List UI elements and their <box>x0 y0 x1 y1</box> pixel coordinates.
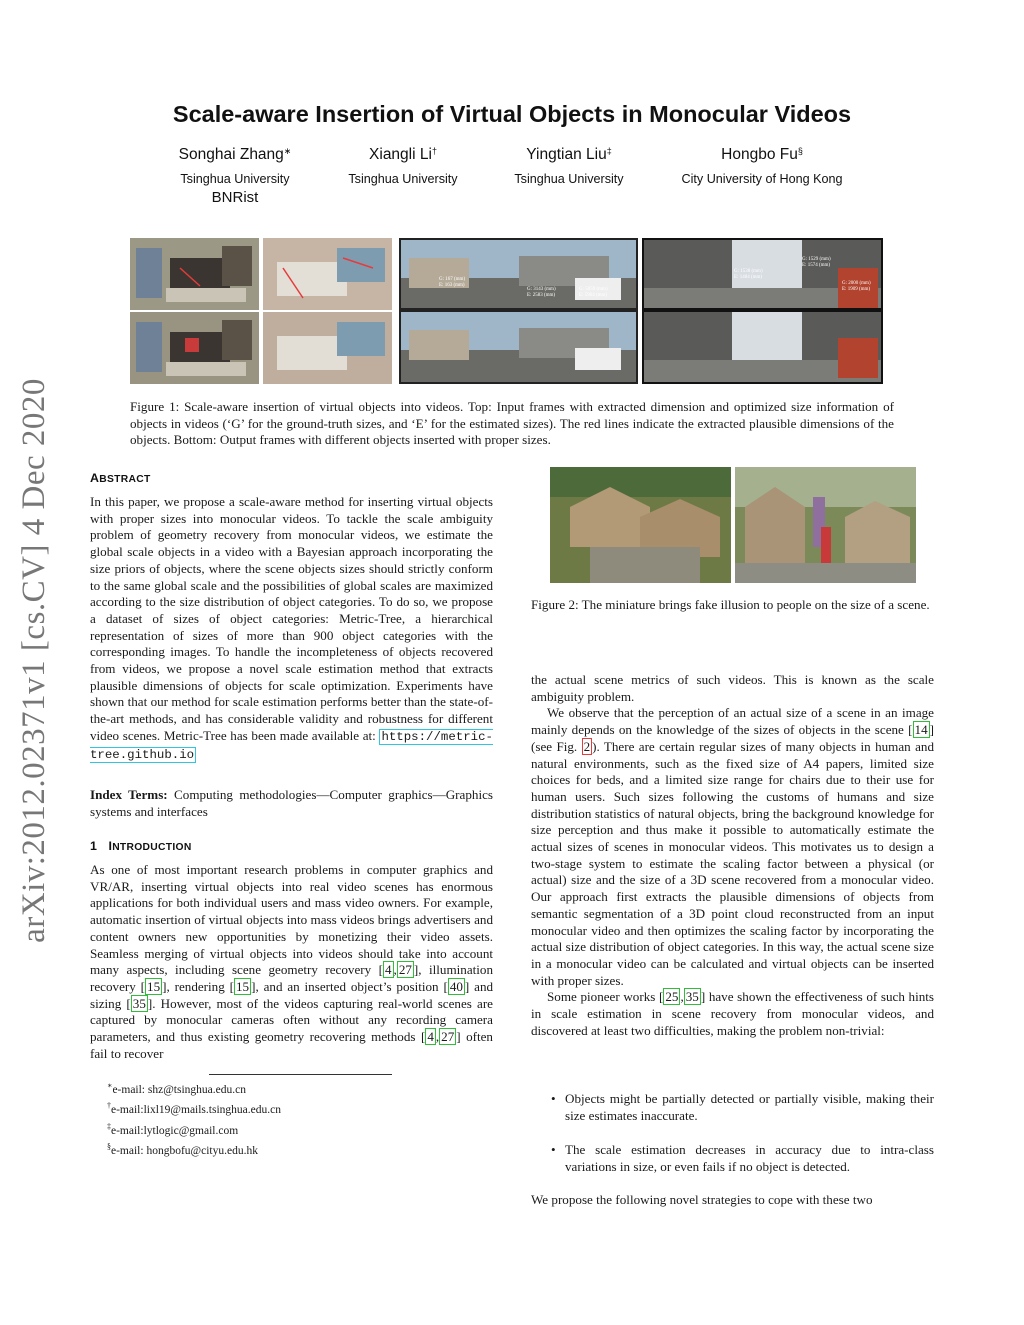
author-mark: ‡ <box>606 146 612 156</box>
footnote-email: e-mail:lytlogic@gmail.com <box>111 1124 239 1137</box>
index-terms-text: Computing methodologies—Computer graphics—Graphics systems and interfaces <box>90 787 493 819</box>
intro-text: , illumination recovery <box>90 962 494 994</box>
introduction-heading <box>90 839 192 853</box>
footnote-mark: § <box>107 1142 111 1152</box>
body-text: ). There are certain regular sizes of many objects in human and natural environments, such as the fixed size of A4 papers, limited size choices for beds, and a limited size range for chairs due to their use for human users. Such sizes following the customs of humans and size distribution statistics of natural objects, bring the background knowledge for size perception and thus make it possible to automatically estimate the actual sizes of scenes in monocular videos. This motivates us to design a two-stage system to estimate the scaling factor between a physical (or actual) size and the size of a 3D scene recovered from a monocular video. Our approach first extracts the plausible dimensions of objects from semantic segmentation of a 3D point cloud reconstructed from an input monocular video and then optimizes the scaling factor by incorporating the actual size distribution of object categories. In this way, the actual scene size in a monocular video can be calculated and virtual objects can be inserted with proper sizes. <box>531 738 934 988</box>
section-number: 1 <box>90 839 98 853</box>
body-text: Some pioneer works <box>547 989 656 1005</box>
body-text: (see Fig. <box>531 738 578 754</box>
footnote <box>107 1139 407 1159</box>
bullet-text: The scale estimation decreases in accuracy due to intra-class variations in size, or even fails if no object is detected. <box>565 1142 934 1174</box>
closing-paragraph: We propose the following novel strategies to cope with these two <box>531 1192 873 1207</box>
paragraph: the actual scene metrics of such videos. This is known as the scale ambiguity problem. <box>531 672 934 704</box>
citation-link[interactable]: 27 <box>398 962 412 978</box>
footnote <box>107 1119 407 1139</box>
arxiv-sidebar-stamp <box>6 360 62 960</box>
footnote-rule <box>209 1074 392 1075</box>
author-mark: § <box>797 146 803 156</box>
citation-link[interactable]: 15 <box>236 978 250 994</box>
figure1-annotation: E: 1574 (mm) <box>802 263 831 268</box>
abstract-body <box>90 494 493 763</box>
citation-link[interactable]: 27 <box>441 1029 455 1045</box>
intro-text: and sizing <box>90 978 494 1011</box>
intro-text: often fail to recover <box>90 1029 493 1061</box>
citation-link[interactable]: 15 <box>147 978 161 994</box>
figure1-annotation: G: 167 (mm) <box>439 277 466 282</box>
footnote-mark: † <box>107 1101 111 1111</box>
arxiv-id: arXiv:2012.02371v1 [cs.CV] 4 Dec 2020 <box>15 377 52 943</box>
intro-text: As one of most important research problems in computer graphics and VR/AR, inserting virtual objects into real video scenes has enormous applications for both individual users and mass video owners. For example, automatic insertion of virtual objects into mass videos brings advertisers and content owners new opportunities by monetizing their video assets. Seamless merging of virtual objects into videos should take into account many aspects, including scene geometry recovery <box>90 862 493 978</box>
footnotes <box>107 1078 407 1160</box>
intro-text: . However, most of the videos capturing real-world scenes are captured by monocular cameras often without any recording camera parameters, and thus existing geometry recovering methods <box>90 995 493 1045</box>
figure1-annotation: E: 2583 (mm) <box>527 293 556 298</box>
figure-reference-link[interactable]: 2 <box>583 738 591 754</box>
introduction-paragraph: As one of most important research problems in computer graphics and VR/AR, inserting virtual objects into real video scenes has enormous applications for both individual users and mass video owners. For example, automatic insertion of virtual objects into mass videos brings advertisers and content owners new opportunities by monetizing their video assets. Seamless merging of virtual objects into videos should take into account many aspects, including scene geometry recovery [ 4 , 27 ], illumination recovery [ 15 ], rendering [ 15 ], and an inserted object’s position [ 40 ] and sizing [ 35 ]. However, most of the videos capturing real-world scenes are captured by monocular cameras often without any recording camera parameters, and thus existing geometry recovering methods [ 4 , 27 ] often fail to recover <box>90 862 494 1061</box>
bullet-dot: • <box>551 1091 556 1106</box>
footnote-email: e-mail:lixl19@mails.tsinghua.edu.cn <box>111 1104 281 1117</box>
author-affiliation: Tsinghua University <box>348 172 458 186</box>
figure1-annotation: E: 1909 (mm) <box>842 287 871 292</box>
intro-text: , and an inserted object’s position <box>255 978 439 994</box>
right-column-body <box>531 672 934 1039</box>
figure1-annotation: G: 1529 (mm) <box>802 257 831 262</box>
bullet-item <box>551 1142 934 1175</box>
bullet-item <box>551 1091 934 1124</box>
author-affiliation: City University of Hong Kong <box>681 172 843 186</box>
body-text: have shown the effectiveness of such hints in scale estimation in scene recovery from monocular videos, and discovered at least two difficulties, making the problem non-trivial: <box>531 989 934 1038</box>
bullet-text: Objects might be partially detected or partially visible, making their size estimates inaccurate. <box>565 1091 934 1123</box>
author-affiliation-2: BNRist <box>211 189 259 206</box>
intro-heading-rest: NTRODUCTION <box>112 842 192 853</box>
figure1-annotation: E: 1484 (mm) <box>734 275 763 280</box>
figure1-annotation: G: 3143 (mm) <box>527 287 556 292</box>
figure1-city-photo <box>642 238 883 384</box>
footnote-email: e-mail: shz@tsinghua.edu.cn <box>112 1083 246 1096</box>
author-block-1 <box>160 146 310 208</box>
citation-link[interactable]: 25 <box>665 989 679 1005</box>
figure1-table-photo <box>263 238 392 384</box>
citation-link[interactable]: 14 <box>914 722 928 738</box>
metric-tree-link[interactable]: https://metric-tree.github.io <box>90 729 493 762</box>
figure1-annotation: G: 5059 (mm) <box>579 287 608 292</box>
footnote-email: e-mail: hongbofu@cityu.edu.hk <box>111 1145 258 1158</box>
figure1-annotation: G: 2000 (mm) <box>842 281 871 286</box>
figure1-annotation: G: 1538 (mm) <box>734 269 763 274</box>
footnote-mark: ‡ <box>107 1121 111 1131</box>
footnote-mark: ∗ <box>107 1081 113 1090</box>
author-affiliation: Tsinghua University <box>514 172 624 186</box>
body-text: We observe that the perception of an actual size of a scene in an image mainly depends on the knowledge of the sizes of objects in the scene <box>531 705 934 738</box>
footnote <box>107 1078 407 1098</box>
paper-title: Scale-aware Insertion of Virtual Objects in Monocular Videos <box>172 101 852 127</box>
figure1-annotation: E: 163 (mm) <box>439 283 465 288</box>
author-name: Songhai Zhang <box>178 146 284 163</box>
figure1-street-photo <box>399 238 638 384</box>
citation-link[interactable]: 4 <box>427 1029 434 1045</box>
author-name: Xiangli Li <box>369 146 432 163</box>
citation-link[interactable]: 35 <box>685 989 699 1005</box>
figure1-caption: Figure 1: Scale-aware insertion of virtual objects into videos. Top: Input frames with extracted dimension and optimized size information of objects in videos (‘G’ for the ground-truth sizes, and ‘E’ for the estimated sizes). The red lines indicate the extracted plausible dimensions of the objects. Bottom: Output frames with different objects inserted with proper sizes. <box>130 399 894 448</box>
paragraph: Some pioneer works [ 25 , 35 ] have shown the effectiveness of such hints in scale estimation in scene recovery from monocular videos, and discovered at least two difficulties, making the problem non-trivial: <box>531 989 934 1038</box>
abstract-heading-initial: A <box>90 471 100 485</box>
author-name: Yingtian Liu <box>526 146 607 163</box>
citation-link[interactable]: 40 <box>449 978 463 994</box>
author-block-2 <box>328 146 478 188</box>
intro-text: , rendering <box>166 978 225 994</box>
author-mark: † <box>431 146 437 156</box>
bullet-dot: • <box>551 1142 556 1157</box>
figure1-desk-photo <box>130 238 259 384</box>
author-mark: ∗ <box>283 146 292 156</box>
figure2-miniature-village-photo <box>550 467 731 583</box>
abstract-heading-rest: BSTRACT <box>99 474 151 485</box>
paragraph: We observe that the perception of an actual size of a scene in an image mainly depends on the knowledge of the sizes of objects in the scene [ 14 ] (see Fig. 2 ). There are certain regular sizes of many objects in human and natural environments, such as the fixed size of A4 papers, limited size choices for beds, and a limited size range for chairs due to their use for human users. Such sizes following the customs of humans and size distribution statistics of natural objects, bring the background knowledge for size perception and thus make it possible to automatically estimate the actual sizes of scenes in monocular videos. This motivates us to design a two-stage system to estimate the scaling factor between a physical (or actual) size and the size of a 3D scene recovered from a monocular video. Our approach first extracts the plausible dimensions of objects from semantic segmentation of a 3D point cloud reconstructed from an input monocular video and then optimizes the scaling factor by incorporating the actual size distribution of object categories. In this way, the actual scene size in a monocular video can be calculated and virtual objects can be inserted with proper sizes. <box>531 705 934 988</box>
footnote <box>107 1098 407 1118</box>
figure2-miniature-people-photo <box>735 467 916 583</box>
author-block-4 <box>664 146 860 188</box>
abstract-text: In this paper, we propose a scale-aware method for inserting virtual objects with proper sizes into monocular videos. To tackle the scale ambiguity problem of geometry recovery from monocular videos, we estimate the global scale objects in a video with a Bayesian approach incorporating the size priors of objects, where the scene objects sizes should strictly conform to the same global scale and the possibilities of global scales are maximized according to the size distribution of object categories. To do so, we propose a dataset of sizes of object categories: Metric-Tree, a hierarchical representation of sizes of more than 900 object categories with the corresponding images. To handle the incompleteness of objects recovered from videos, we propose a novel scale estimation method that extracts plausible dimensions of objects for scale optimization. Experiments have shown that our method for scale estimation performs better than the state-of-the-art methods, and has considerable validity and robustness for different video scenes. Metric-Tree has been made available at: <box>90 494 493 743</box>
citation-link[interactable]: 35 <box>132 995 146 1011</box>
index-terms <box>90 787 493 820</box>
figure-1 <box>130 238 883 384</box>
citation-link[interactable]: 4 <box>384 962 392 978</box>
figure1-annotation: E: 5964 (mm) <box>579 293 608 298</box>
intro-heading-initial: I <box>108 839 113 853</box>
author-block-3 <box>494 146 644 188</box>
author-affiliation: Tsinghua University <box>180 172 290 186</box>
figure2-caption: Figure 2: The miniature brings fake illusion to people on the size of a scene. <box>531 597 930 612</box>
author-name: Hongbo Fu <box>721 146 798 163</box>
index-terms-label: Index Terms: <box>90 787 168 802</box>
abstract-heading <box>90 471 151 485</box>
